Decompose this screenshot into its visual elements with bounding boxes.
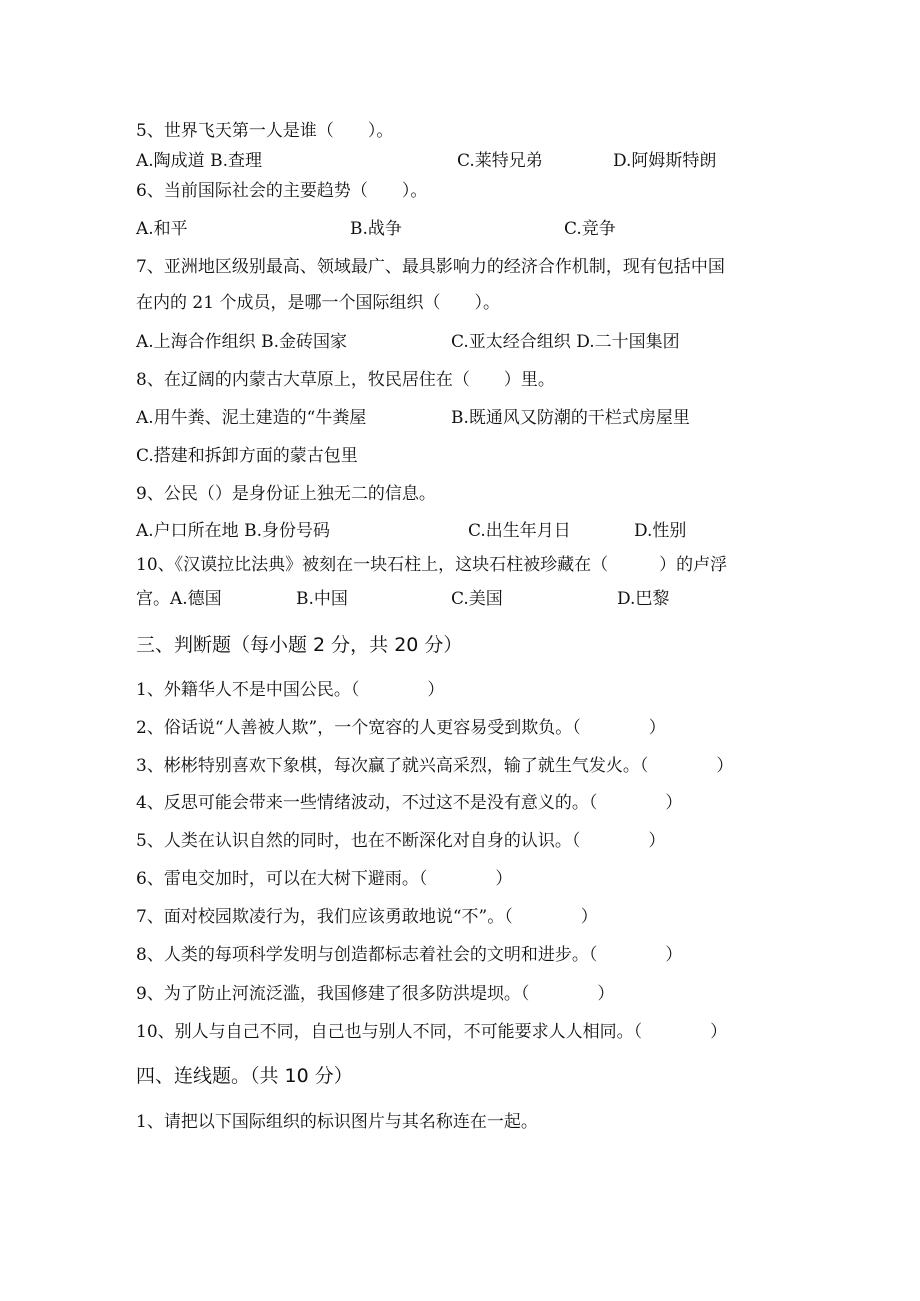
question-8-option-b: B.既通风又防潮的干栏式房屋里	[451, 408, 690, 428]
true-false-item-6: 6、雷电交加时，可以在大树下避雨。（ ）	[136, 869, 513, 889]
question-5-option-d: D.阿姆斯特朗	[613, 151, 717, 171]
question-5-stem: 5、世界飞天第一人是谁（ ）。	[136, 121, 394, 141]
true-false-item-1: 1、外籍华人不是中国公民。（ ）	[136, 680, 445, 700]
section-3-title: 三、判断题（每小题 2 分，共 20 分）	[136, 634, 463, 656]
true-false-item-8: 8、人类的每项科学发明与创造都标志着社会的文明和进步。（ ）	[136, 945, 683, 965]
question-10-option-c: C.美国	[451, 589, 503, 609]
question-9-option-ab: A.户口所在地 B.身份号码	[136, 521, 330, 541]
question-8-stem: 8、在辽阔的内蒙古大草原上，牧民居住在（ ）里。	[136, 370, 555, 390]
true-false-item-7: 7、面对校园欺凌行为，我们应该勇敢地说“不”。（ ）	[136, 907, 598, 927]
question-7-option-ab: A.上海合作组织 B.金砖国家	[136, 332, 347, 352]
question-10-option-b: B.中国	[296, 589, 348, 609]
question-7-option-cd: C.亚太经合组织 D.二十国集团	[451, 332, 680, 352]
question-9-stem: 9、公民（）是身份证上独无二的信息。	[136, 484, 436, 504]
question-8-option-a: A.用牛粪、泥土建造的“牛粪屋	[136, 408, 367, 428]
true-false-item-3: 3、彬彬特别喜欢下象棋，每次赢了就兴高采烈，输了就生气发火。（ ）	[136, 756, 734, 776]
true-false-item-4: 4、反思可能会带来一些情绪波动，不过这不是没有意义的。（ ）	[136, 793, 683, 813]
true-false-item-2: 2、俗话说“人善被人欺”，一个宽容的人更容易受到欺负。（ ）	[136, 718, 666, 738]
question-5-option-ab: A.陶成道 B.查理	[136, 151, 262, 171]
question-10-stem-line1: 10、《汉谟拉比法典》被刻在一块石柱上，这块石柱被珍藏在（ ）的卢浮	[136, 555, 728, 575]
question-9-option-d: D.性别	[634, 521, 687, 541]
question-6-option-c: C.竞争	[564, 219, 616, 239]
question-10-option-d: D.巴黎	[617, 589, 670, 609]
section-4-title: 四、连线题。（共 10 分）	[136, 1065, 353, 1087]
question-7-stem-line1: 7、亚洲地区级别最高、领域最广、最具影响力的经济合作机制，现有包括中国	[136, 257, 725, 277]
question-8-option-c: C.搭建和拆卸方面的蒙古包里	[136, 446, 358, 466]
matching-item-1: 1、请把以下国际组织的标识图片与其名称连在一起。	[136, 1112, 538, 1132]
true-false-item-5: 5、人类在认识自然的同时，也在不断深化对自身的认识。（ ）	[136, 831, 666, 851]
question-10-stem-line2: 宫。A.德国	[136, 589, 222, 609]
question-5-option-c: C.莱特兄弟	[457, 151, 543, 171]
question-9-option-c: C.出生年月日	[468, 521, 571, 541]
question-6-option-a: A.和平	[136, 219, 188, 239]
question-6-option-b: B.战争	[350, 219, 402, 239]
true-false-item-10: 10、别人与自己不同，自己也与别人不同，不可能要求人人相同。（ ）	[136, 1022, 728, 1042]
question-7-stem-line2: 在内的 21 个成员，是哪一个国际组织（ ）。	[136, 293, 500, 313]
question-6-stem: 6、当前国际社会的主要趋势（ ）。	[136, 181, 428, 201]
true-false-item-9: 9、为了防止河流泛滥，我国修建了很多防洪堤坝。（ ）	[136, 984, 615, 1004]
